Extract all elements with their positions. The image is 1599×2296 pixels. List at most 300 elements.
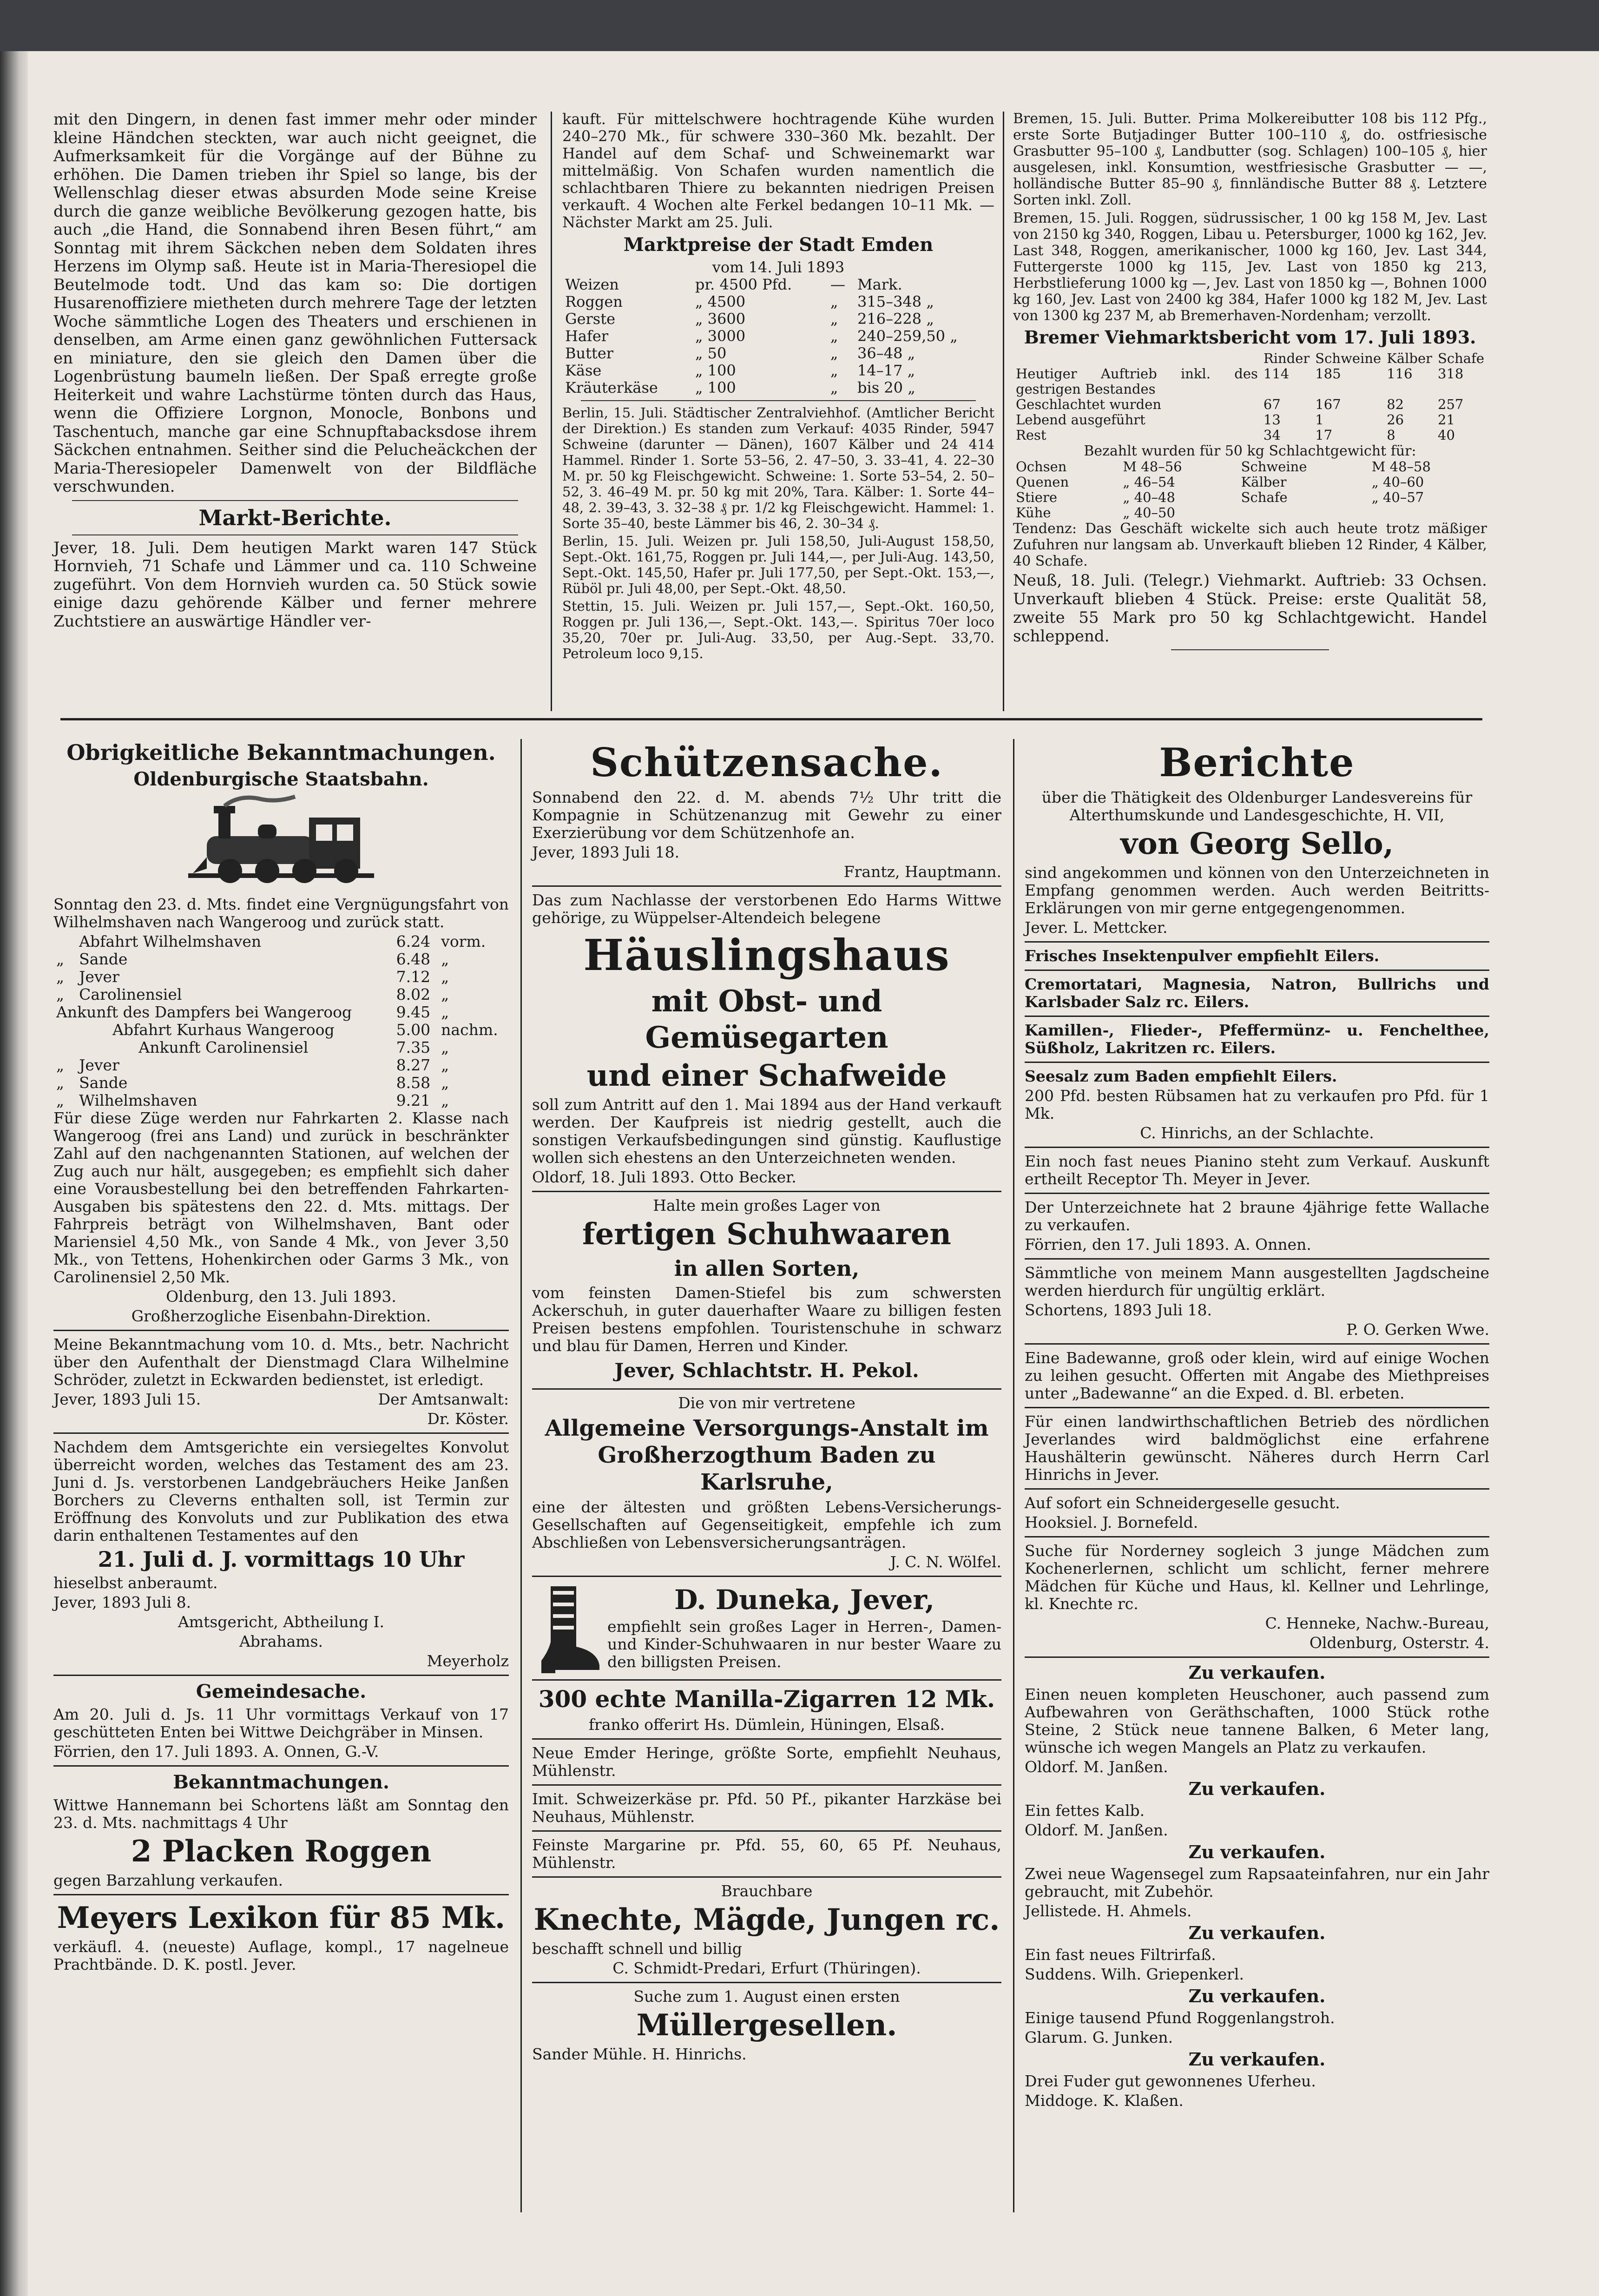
cell: „ <box>441 968 449 986</box>
divider <box>1025 1147 1489 1148</box>
column-rule <box>1013 739 1014 2212</box>
cell: 216–228 „ <box>857 310 934 328</box>
cell: „ <box>56 1056 65 1074</box>
cell: 9.45 <box>396 1003 431 1021</box>
divider <box>1025 941 1489 943</box>
cell: Heutiger Auftrieb inkl. des gestrigen Bestandes <box>1016 366 1258 397</box>
zu-verkaufen-heading: Zu verkaufen. <box>1188 1778 1326 1799</box>
wallache-sign: Förrien, den 17. Juli 1893. A. Onnen. <box>1025 1235 1311 1254</box>
cell: nachm. <box>441 1021 498 1039</box>
bremen-grain-report: Bremen, 15. Juli. Roggen, südrussischer, 1 00 kg 158 M, Jev. Last von 2150 kg 340, Roggen, Libau u. Petersburger, 1000 kg 162, Jev. Last 348, Roggen, amerikanischer, 1000 kg 160, Jev. Last 344, Futtergerste 1000 kg 115, Jev. Last von 1850 kg 213, Herbstlieferung 1000 kg —, Jev. Last von 1850 kg —, Bohnen 1000 kg 160, Jev. Last von 2400 kg 384, Hafer 1000 kg 182 M, Jev. Last von 1300 kg 237 M, ab Bremerhaven-Nordenham; verzollt. <box>1013 210 1487 324</box>
schuetzen-headline: Schützensache. <box>590 739 943 785</box>
cell: 240–259,50 „ <box>857 327 958 345</box>
vers-text: eine der ältesten und größten Lebens-Versicherungs-Gesellschaften auf Gegenseitigkeit, empfehle ich zum Abschließen von Lebensversicherungsanträgen. <box>532 1498 1001 1551</box>
table-row <box>53 968 509 986</box>
table-row <box>1013 475 1487 490</box>
divider <box>1025 1016 1489 1017</box>
cell: 36–48 „ <box>857 344 915 362</box>
cell <box>1369 505 1487 521</box>
table-row <box>53 1039 509 1056</box>
cell: „ <box>441 1038 449 1056</box>
cell: Ankunft Carolinensiel <box>138 1038 309 1056</box>
cell: „ <box>830 293 838 310</box>
table-row <box>53 1092 509 1109</box>
pianino-ad: Ein noch fast neues Pianino steht zum Verkauf. Auskunft ertheilt Receptor Th. Meyer in Jever. <box>1025 1152 1489 1188</box>
cell: Geschlachtet wurden <box>1016 396 1162 412</box>
amt-sign: Dr. Köster. <box>427 1410 509 1428</box>
schuh-sign: Jever, Schlachtstr. H. Pekol. <box>614 1359 919 1382</box>
divider <box>1025 970 1489 971</box>
konvolut-date: 21. Juli d. J. vormittags 10 Uhr <box>98 1547 465 1572</box>
divider <box>1025 1656 1489 1658</box>
cell: 8.27 <box>396 1056 431 1074</box>
cell: 318 <box>1438 366 1464 382</box>
heringe-text: Neue Emder Heringe, größte Sorte, empfiehlt Neuhaus, Mühlenstr. <box>532 1744 1001 1780</box>
kaese-text: Imit. Schweizerkäse pr. Pfd. 50 Pf., pikanter Harzkäse bei Neuhaus, Mühlenstr. <box>532 1790 1001 1826</box>
jagd-date: Schortens, 1893 Juli 18. <box>1025 1301 1212 1319</box>
cell: 17 <box>1315 427 1333 443</box>
cell: 40 <box>1438 427 1455 443</box>
divider <box>1025 1536 1489 1537</box>
badewanne-ad: Eine Badewanne, groß oder klein, wird auf einige Wochen zu leihen gesucht. Offerten mit Angabe des Miethpreises unter „Badewanne“ an die Exped. d. Bl. erbeten. <box>1025 1349 1489 1402</box>
gemeinde-sign: Förrien, den 17. Juli 1893. A. Onnen, G.-V. <box>53 1742 379 1761</box>
cell: Käse <box>565 362 602 379</box>
zigarren-headline: 300 echte Manilla-Zigarren 12 Mk. <box>538 1685 995 1713</box>
article-continuation: mit den Dingern, in denen fast immer mehr oder minder kleine Händchen steckten, war auch nicht geeignet, die Aufmerksamkeit für die Vorgänge auf der Bühne zu erhöhen. Die Damen trieben ihr Spiel so lange, bis der Wellenschlag dieser etwas absurden Mode seine Kreise durch die ganze weibliche Bevölkerung gezogen hatte, bis auch „die Hand, die Sonnabend ihren Besen führt,“ am Sonntag mit ihrem Säckchen neben dem Soldaten ihres Herzens im Olymp saß. Heute ist in Maria-Theresiopel die Beutelmode todt. Und das kam so: Die dortigen Husarenoffiziere mietheten durch mehrere Tage der letzten Woche sämmtliche Logen des Theaters und erschienen in denselben, am Arme einen ganz gewöhnlichen Futtersack en miniature, den sie gleich den Damen über die Logenbrüstung baumeln ließen. Der Spaß erregte große Heiterkeit und wahre Lachstürme tönten durch das Haus, wenn die Offiziere Lorgnon, Monocle, Bonbons und Taschentuch, manche gar eine Schnupftabacksdose ihrem Säckchen entnahmen. Seither sind die Pelucheäckchen der Maria-Theresiopeler Damenwelt von der Bildfläche verschwunden. <box>53 110 537 496</box>
schneider-sign: Hooksiel. J. Bornefeld. <box>1025 1513 1198 1531</box>
divider <box>1025 1062 1489 1063</box>
cell: Quenen <box>1016 474 1069 490</box>
cell: Kälber <box>1241 474 1287 490</box>
mueller-intro: Suche zum 1. August einen ersten <box>633 1987 900 2006</box>
cell: 315–348 „ <box>857 293 934 310</box>
haus-sign: Oldorf, 18. Juli 1893. Otto Becker. <box>532 1168 796 1186</box>
cell: „ <box>56 985 65 1003</box>
bekannt-heading: Bekanntmachungen. <box>173 1771 389 1793</box>
divider <box>1171 649 1329 650</box>
berichte-text: über die Thätigkeit des Oldenburger Landesvereins für Alterthumskunde und Landesgeschichte, H. VII, <box>1041 788 1473 824</box>
cell: Kräuterkäse <box>565 379 658 396</box>
zv2-sign: Oldorf. M. Janßen. <box>1025 1821 1168 1839</box>
table-row <box>53 1056 509 1074</box>
amt-text: Meine Bekanntmachung vom 10. d. Mts., betr. Nachricht über den Aufenthalt der Dienstmagd Clara Wilhelmine Schröder, zuletzt in Eckwarden bedienstet, ist erledigt. <box>53 1335 509 1389</box>
column-f <box>1025 737 1489 2111</box>
zv4-sign: Suddens. Wilh. Griepenkerl. <box>1025 1965 1244 1983</box>
cell: vorm. <box>441 932 486 950</box>
divider <box>53 1330 509 1331</box>
knechte-headline: Knechte, Mägde, Jungen rc. <box>533 1902 1000 1937</box>
cell: Schafe <box>1241 489 1288 505</box>
norderney-sign-2: Oldenburg, Osterstr. 4. <box>1309 1634 1489 1652</box>
cell: „ <box>441 950 449 968</box>
bahn-sign: Großherzogliche Eisenbahn-Direktion. <box>131 1307 431 1325</box>
cell: Lebend ausgeführt <box>1016 412 1145 428</box>
table-row <box>562 293 994 310</box>
knechte-text: beschafft schnell und billig <box>532 1940 742 1958</box>
zigarren-text: franko offerirt Hs. Dümlein, Hüningen, Elsaß. <box>588 1715 945 1734</box>
cell: „ 50 <box>695 344 727 362</box>
cell: „ 100 <box>695 379 736 396</box>
cell: „ 100 <box>695 362 736 379</box>
stettin-report: Stettin, 15. Juli. Weizen pr. Juli 157,—, Sept.-Okt. 160,50, Roggen pr. Juli 136,—, Sept.-Okt. 143,—. Spiritus 70er loco 35,20, 70er pr. Juli-Aug. 33,50, per Aug.-Sept. 33,70. Petroleum loco 9,15. <box>562 598 994 661</box>
cell: Ochsen <box>1016 459 1067 475</box>
zv6-text: Drei Fuder gut gewonnenes Uferheu. <box>1025 2072 1316 2090</box>
cell: „ <box>441 1056 449 1074</box>
schneider-text: Auf sofort ein Schneidergeselle gesucht. <box>1025 1494 1340 1512</box>
cell: 167 <box>1315 396 1341 412</box>
table-row <box>1013 397 1487 412</box>
cell: 257 <box>1438 396 1464 412</box>
cell: 6.24 <box>396 932 431 950</box>
divider <box>532 1576 1001 1577</box>
gemeinde-heading: Gemeindesache. <box>196 1681 367 1702</box>
ruebsamen-sign: C. Hinrichs, an der Schlachte. <box>1140 1124 1374 1142</box>
konvolut-name2: Meyerholz <box>427 1652 509 1670</box>
column-e <box>532 737 1001 2065</box>
zv3-sign: Jellistede. H. Ahmels. <box>1025 1902 1192 1920</box>
vers-headline: Allgemeine Versorgungs-Anstalt im Großherzogthum Baden zu Karlsruhe, <box>545 1415 989 1495</box>
column-a <box>53 111 537 633</box>
table-row <box>562 379 994 396</box>
divider <box>532 1982 1001 1983</box>
cell: pr. 4500 Pfd. <box>695 276 792 293</box>
berichte-text-2: sind angekommen und können von den Unterzeichneten in Empfang genommen werden. Auch werden Beitritts-Erklärungen von mir gerne entgegengenommen. <box>1025 864 1489 917</box>
table-row <box>53 950 509 968</box>
cell: 67 <box>1263 396 1281 412</box>
cell: „ <box>56 968 65 986</box>
schuetzen-text: Sonnabend den 22. d. M. abends 7½ Uhr tritt die Kompagnie in Schützenanzug mit Gewehr zu einer Exerzierübung vor dem Schützenhofe an. <box>532 788 1001 842</box>
table-row <box>562 276 994 293</box>
cell <box>1238 505 1369 521</box>
insektenpulver-ad: Frisches Insektenpulver empfiehlt Eilers. <box>1025 947 1380 965</box>
cremortatari-ad: Cremortatari, Magnesia, Natron, Bullrichs und Karlsbader Salz rc. Eilers. <box>1025 975 1489 1011</box>
duneka-headline: D. Duneka, Jever, <box>674 1584 934 1616</box>
emden-heading: Marktpreise der Stadt Emden <box>623 234 934 256</box>
table-row <box>562 328 994 345</box>
divider <box>53 1675 509 1676</box>
table-row <box>1013 490 1487 505</box>
train-schedule <box>53 933 509 1109</box>
haus-intro: Das zum Nachlasse der verstorbenen Edo Harms Wittwe gehörige, zu Wüppelser-Altendeich belegene <box>532 891 1001 927</box>
konvolut-court: Amtsgericht, Abtheilung I. <box>178 1613 385 1631</box>
divider <box>1025 1343 1489 1345</box>
cell: Kälber <box>1387 350 1433 366</box>
vieh-price-table <box>1013 459 1487 521</box>
cell: Gerste <box>565 310 616 328</box>
margarine-text: Feinste Margarine pr. Pfd. 55, 60, 65 Pf. Neuhaus, Mühlenstr. <box>532 1836 1001 1872</box>
cell: „ <box>441 985 449 1003</box>
divider <box>532 1388 1001 1390</box>
duneka-ad <box>532 1582 1001 1675</box>
cell: „ <box>830 362 838 379</box>
cell: „ 46–54 <box>1123 474 1175 490</box>
cell: Hafer <box>565 327 609 345</box>
bahn-intro: Sonntag den 23. d. Mts. findet eine Vergnügungsfahrt von Wilhelmshaven nach Wangeroog und zurück statt. <box>53 895 509 931</box>
emden-date: vom 14. Juli 1893 <box>712 258 845 276</box>
cell: „ 3000 <box>695 327 746 345</box>
zv5-sign: Glarum. G. Junken. <box>1025 2028 1173 2046</box>
cell: Schweine <box>1315 350 1382 366</box>
cell <box>1013 351 1261 366</box>
divider <box>1025 1258 1489 1260</box>
cell: „ <box>830 379 838 396</box>
column-d <box>53 737 509 1975</box>
table-row <box>53 1074 509 1092</box>
zu-verkaufen-heading: Zu verkaufen. <box>1188 1662 1326 1683</box>
divider <box>532 1191 1001 1192</box>
cell: Ankunft des Dampfers bei Wangeroog <box>56 1003 352 1021</box>
obrigkeit-heading: Obrigkeitliche Bekanntmachungen. <box>66 740 496 765</box>
cell: 8 <box>1387 427 1395 443</box>
berichte-author: von Georg Sello, <box>1120 826 1394 861</box>
cell: Jever <box>79 1056 119 1074</box>
schuh-text: vom feinsten Damen-Stiefel bis zum schwersten Ackerschuh, in guter dauerhafter Waare zu billigen festen Preisen bestens empfohlen. Touristenschuhe in schwarz und blau für Damen, Herren und Kinder. <box>532 1284 1001 1355</box>
norderney-text: Suche für Norderney sogleich 3 junge Mädchen zum Kochenerlernen, schlicht um schlicht, ferner mehrere Mädchen für Küche und Haus, kl. Kellner und Lehrlinge, kl. Knechte rc. <box>1025 1542 1489 1613</box>
bahn-date: Oldenburg, den 13. Juli 1893. <box>166 1287 396 1306</box>
cell: bis 20 „ <box>857 379 915 396</box>
knechte-intro: Brauchbare <box>721 1882 813 1900</box>
divider <box>53 1765 509 1767</box>
divider <box>581 400 976 401</box>
cell: 8.58 <box>396 1074 431 1092</box>
market-continuation: kauft. Für mittelschwere hochtragende Kühe wurden 240–270 Mk., für schwere 330–360 Mk. bezahlt. Der Handel auf dem Schaf- und Schweinemarkt war mittelmäßig. Von Schafen wurden namentlich die schlachtbaren Thiere zu bekannten niedrigen Preisen verkauft. 4 Wochen alte Ferkel bedangen 10–11 Mk. — Nächster Markt am 25. Juli. <box>562 110 994 231</box>
markt-heading: Markt-Berichte. <box>198 505 392 530</box>
vieh-heading: Bremer Viehmarktsbericht vom 17. Juli 1893. <box>1024 327 1476 348</box>
konvolut-name: Abrahams. <box>239 1632 323 1650</box>
emden-price-table <box>562 276 994 396</box>
divider <box>532 1738 1001 1740</box>
table-row <box>1013 412 1487 428</box>
divider <box>1025 1193 1489 1194</box>
norderney-sign: C. Henneke, Nachw.-Bureau, <box>1265 1614 1489 1632</box>
ruebsamen-text: 200 Pfd. besten Rübsamen hat zu verkaufen pro Pfd. für 1 Mk. <box>1025 1087 1489 1122</box>
locomotive-icon <box>179 794 383 892</box>
divider <box>532 1876 1001 1878</box>
cell: 1 <box>1315 412 1324 428</box>
divider <box>532 1679 1001 1681</box>
divider <box>532 1830 1001 1832</box>
cell: 116 <box>1387 366 1413 382</box>
cell: „ 40–57 <box>1371 489 1424 505</box>
cell: M 48–56 <box>1123 459 1182 475</box>
column-rule <box>520 739 522 2212</box>
cell: „ <box>56 950 65 968</box>
cell: „ 40–48 <box>1123 489 1175 505</box>
roggen-headline: 2 Placken Roggen <box>131 1834 432 1869</box>
cell: Weizen <box>565 276 619 293</box>
meyers-text: verkäufl. 4. (neueste) Auflage, kompl., 17 nagelneue Prachtbände. D. K. postl. Jever. <box>53 1938 509 1973</box>
divider <box>53 1894 509 1895</box>
table-row <box>562 345 994 362</box>
cell: Schafe <box>1438 350 1484 366</box>
cell: „ 3600 <box>695 310 746 328</box>
table-row <box>562 362 994 379</box>
zv4-text: Ein fast neues Filtrirfaß. <box>1025 1946 1216 1964</box>
table-row <box>1013 428 1487 443</box>
kamillen-ad: Kamillen-, Flieder-, Pfeffermünz- u. Fenchelthee, Süßholz, Lakritzen rc. Eilers. <box>1025 1021 1489 1057</box>
mueller-sign: Sander Mühle. H. Hinrichs. <box>532 2045 747 2063</box>
zu-verkaufen-heading: Zu verkaufen. <box>1188 1986 1326 2006</box>
tendenz-text: Tendenz: Das Geschäft wickelte sich auch heute trotz mäßiger Zufuhren nur langsam ab. Unverkauft blieben 12 Rinder, 4 Kälber, 40 Schafe. <box>1013 521 1487 569</box>
cell: Kühe <box>1016 505 1051 521</box>
cell: 114 <box>1263 366 1290 382</box>
vieh-table <box>1013 351 1487 443</box>
zv3-text: Zwei neue Wagensegel zum Rapsaateinfahren, nur ein Jahr gebraucht, mit Zubehör. <box>1025 1865 1489 1900</box>
table-row <box>53 933 509 950</box>
cell: 21 <box>1438 412 1455 428</box>
cell: Butter <box>565 344 614 362</box>
column-rule <box>1003 112 1004 711</box>
schuetzen-sign: Frantz, Hauptmann. <box>843 863 1001 881</box>
book-spine <box>0 51 28 2296</box>
cell: Jever <box>79 968 119 986</box>
berlin-cattle-report: Berlin, 15. Juli. Städtischer Zentralviehhof. (Amtlicher Bericht der Direktion.) Es standen zum Verkauf: 4035 Rinder, 5947 Schweine (darunter — Dänen), 1607 Kälber und 24 414 Hammel. Rinder 1. Sorte 53–56, 2. 47–50, 3. 33–41, 4. 22–30 M. pr. 50 kg Fleischgewicht. Schweine: 1. Sorte 53–54, 2. 50–52, 3. 46–49 M. pr. 50 kg mit 20%, Tara. Kälber: 1. Sorte 44–48, 2. 39–43, 3. 32–38 ₰ pr. 1/2 kg Fleischgewicht. Hammel: 1. Sorte 35–40, beste Lämmer bis 46, 2. 30–34 ₰. <box>562 405 994 531</box>
cell: 7.12 <box>396 968 431 986</box>
cell: 5.00 <box>396 1021 431 1039</box>
cell: 9.21 <box>396 1091 431 1109</box>
konvolut-place: Jever, 1893 Juli 8. <box>53 1593 191 1611</box>
table-row <box>1013 366 1487 397</box>
staatsbahn-heading: Oldenburgische Staatsbahn. <box>133 768 429 790</box>
konvolut-after: hieselbst anberaumt. <box>53 1574 218 1592</box>
signatory: Der Amtsanwalt: <box>378 1390 509 1408</box>
cell: „ <box>830 344 838 362</box>
jagd-text: Sämmtliche von meinem Mann ausgestellten Jagdscheine werden hierdurch für ungültig erklärt. <box>1025 1264 1489 1300</box>
table-row <box>562 310 994 328</box>
zv1-sign: Oldorf. M. Janßen. <box>1025 1758 1168 1776</box>
divider <box>532 885 1001 887</box>
vers-sign: J. C. N. Wölfel. <box>890 1553 1001 1571</box>
section-rule <box>60 718 1482 720</box>
boot-icon <box>532 1582 602 1675</box>
cell: „ 4500 <box>695 293 746 310</box>
cell: „ <box>830 327 838 345</box>
table-row <box>53 1003 509 1021</box>
cell: Abfahrt Wilhelmshaven <box>79 932 262 950</box>
cell: „ <box>56 1074 65 1092</box>
bekannt-after: gegen Barzahlung verkaufen. <box>53 1871 283 1889</box>
wallache-text: Der Unterzeichnete hat 2 braune 4jährige fette Wallache zu verkaufen. <box>1025 1198 1489 1234</box>
cell: 7.35 <box>396 1038 431 1056</box>
cell: Schweine <box>1241 459 1307 475</box>
table-row <box>53 986 509 1003</box>
vers-intro: Die von mir vertretene <box>678 1394 855 1412</box>
cell: Sande <box>79 950 128 968</box>
zv2-text: Ein fettes Kalb. <box>1025 1801 1145 1820</box>
divider <box>53 1432 509 1434</box>
cell: 185 <box>1315 366 1341 382</box>
knechte-sign: C. Schmidt-Predari, Erfurt (Thüringen). <box>612 1959 921 1977</box>
cell: Abfahrt Kurhaus Wangeroog <box>112 1021 335 1039</box>
haus-headline-3: und einer Schafweide <box>586 1058 947 1093</box>
neuss-report: Neuß, 18. Juli. (Telegr.) Viehmarkt. Auftrieb: 33 Ochsen. Unverkauft blieben 4 Stück. Preise: erste Qualität 58, zweite 55 Mark pro 50 kg Schlachtgewicht. Handel schleppend. <box>1013 571 1487 646</box>
haushaelterin-ad: Für einen landwirthschaftlichen Betrieb des nördlichen Jeverlandes wird baldmöglichst eine erfahrene Haushälterin gewünscht. Näheres durch Herrn Carl Hinrichs in Jever. <box>1025 1412 1489 1484</box>
haus-headline: Häuslingshaus <box>583 930 950 980</box>
cell: 8.02 <box>396 985 431 1003</box>
berlin-grain-report: Berlin, 15. Juli. Weizen pr. Juli 158,50, Juli-August 158,50, Sept.-Okt. 161,75, Roggen pr. Juli 144,—, per Juli-Aug. 143,50, Sept.-Okt. 145,50, Hafer pr. Juli 177,50, per Sept.-Okt. 153,—, Rüböl pr. Juli 48,00, per Sept.-Okt. 48,50. <box>562 533 994 596</box>
cell: 82 <box>1387 396 1404 412</box>
haus-text: soll zum Antritt auf den 1. Mai 1894 aus der Hand verkauft werden. Der Kaufpreis ist niedrig gestellt, auch die sonstigen Verkaufsbedingungen sind günstig. Kauflustige wollen sich ehestens an den Unterzeichneten wenden. <box>532 1095 1001 1167</box>
table-row <box>53 1021 509 1039</box>
zu-verkaufen-heading: Zu verkaufen. <box>1188 1841 1326 1862</box>
cell: 13 <box>1263 412 1281 428</box>
bremen-butter-report: Bremen, 15. Juli. Butter. Prima Molkereibutter 108 bis 112 Pfg., erste Sorte Butjadinger Butter 100–110 ₰, do. ostfriesische Grasbutter 95–100 ₰, Landbutter (sog. Schlagen) 100–105 ₰, hier ausgelesen, inkl. Konsumtion, westfriesische Grasbutter — —, holländische Butter 85–90 ₰, finnländische Butter 88 ₰. Letztere Sorten inkl. Zoll. <box>1013 111 1487 208</box>
cell: 34 <box>1263 427 1281 443</box>
haus-headline-2: mit Obst- und Gemüsegarten <box>645 984 888 1055</box>
divider <box>1025 1488 1489 1490</box>
date: Jever, 1893 Juli 15. <box>53 1390 201 1408</box>
meyers-headline: Meyers Lexikon für 85 Mk. <box>57 1900 506 1935</box>
column-b <box>562 111 994 663</box>
cell: 6.48 <box>396 950 431 968</box>
bahn-text: Für diese Züge werden nur Fahrkarten 2. Klasse nach Wangeroog (frei ans Land) und zurück in beschränkter Zahl auf den nachgenannten Stationen, auf welchen der Zug auch nur hält, ausgegeben; es empfiehlt sich daher eine Vorausbestellung bei den betreffenden Fahrkarten-Ausgaben bis spätestens den 22. d. Mts. mittags. Der Fahrpreis beträgt von Wilhelmshaven, Bant oder Mariensiel 4,50 Mk., von Sande 4 Mk., von Jever 3,50 Mk., von Tettens, Hohenkirchen oder Garms 3 Mk., von Carolinensiel 2,50 Mk. <box>53 1109 509 1286</box>
cell: „ 40–50 <box>1123 505 1175 521</box>
zu-verkaufen-heading: Zu verkaufen. <box>1188 2049 1326 2070</box>
cell: Stiere <box>1016 489 1057 505</box>
zv5-text: Einige tausend Pfund Roggenlangstroh. <box>1025 2009 1335 2027</box>
column-rule <box>551 112 552 711</box>
duneka-text: empfiehlt sein großes Lager in Herren-, Damen- und Kinder-Schuhwaaren in nur bester Waare zu den billigsten Preisen. <box>607 1617 1001 1671</box>
cell: „ <box>441 1091 449 1109</box>
cell: Rest <box>1016 427 1046 443</box>
jagd-sign: P. O. Gerken Wwe. <box>1346 1320 1489 1339</box>
cell: „ 40–60 <box>1371 474 1424 490</box>
divider <box>72 534 518 535</box>
cell: Rinder <box>1263 350 1310 366</box>
table-row <box>1013 505 1487 521</box>
bekannt-text: Wittwe Hannemann bei Schortens läßt am Sonntag den 23. d. Mts. nachmittags 4 Uhr <box>53 1796 509 1832</box>
cell: Mark. <box>857 276 902 293</box>
cell: Wilhelmshaven <box>79 1091 197 1109</box>
cell: 26 <box>1387 412 1404 428</box>
cell: 14–17 „ <box>857 362 915 379</box>
cell <box>53 933 76 950</box>
berichte-headline: Berichte <box>1159 739 1355 785</box>
zv1-text: Einen neuen kompleten Heuschoner, auch passend zum Aufbewahren von Geräthschaften, 1000 Stück rothe Steine, 2 Stück neue tannene Balken, 6 Meter lang, wünsche ich wegen Mangels an Platz zu verkaufen. <box>1025 1685 1489 1756</box>
berichte-sign: Jever. L. Mettcker. <box>1025 918 1168 937</box>
zu-verkaufen-heading: Zu verkaufen. <box>1188 1922 1326 1943</box>
cell: „ <box>441 1074 449 1092</box>
cell: Carolinensiel <box>79 985 182 1003</box>
gemeinde-text: Am 20. Juli d. Js. 11 Uhr vormittags Verkauf von 17 geschütteten Enten bei Wittwe Deichgräber in Minsen. <box>53 1705 509 1741</box>
vieh-note: Bezahlt wurden für 50 kg Schlachtgewicht für: <box>1084 443 1416 459</box>
duneka-body <box>602 1582 1001 1673</box>
cell: „ <box>441 1003 449 1021</box>
divider <box>532 1784 1001 1786</box>
konvolut-text: Nachdem dem Amtsgerichte ein versiegeltes Konvolut überreicht worden, welches das Testament des am 23. Juni d. Js. verstorbenen Landgebräuchers Heike Janßen Borchers zu Cleverns enthalten soll, ist Termin zur Eröffnung des Konvoluts und zur Publikation des etwa darin enthaltenen Testamentes auf den <box>53 1438 509 1544</box>
schuh-headline: fertigen Schuhwaaren <box>582 1217 951 1252</box>
schuh-intro: Halte mein großes Lager von <box>653 1196 881 1214</box>
cell: M 48–58 <box>1371 459 1431 475</box>
cell: Sande <box>79 1074 128 1092</box>
cell: — <box>830 276 845 293</box>
zv6-sign: Middoge. K. Klaßen. <box>1025 2091 1184 2110</box>
amt-date <box>53 1391 509 1408</box>
schuh-sub: in allen Sorten, <box>674 1256 860 1281</box>
column-c <box>1013 111 1487 654</box>
schuetzen-date: Jever, 1893 Juli 18. <box>532 843 680 861</box>
cell: Roggen <box>565 293 623 310</box>
table-header <box>1013 351 1487 366</box>
jever-market-report: Jever, 18. Juli. Dem heutigen Markt waren 147 Stück Hornvieh, 71 Schafe und Lämmer und ca. 110 Schweine zugeführt. Von dem Hornvieh wurden ca. 50 Stück sowie einige dazu gehörende Kälber und ferner mehrere Zuchtstiere an auswärtige Händler ver- <box>53 538 537 631</box>
cell: „ <box>830 310 838 328</box>
divider <box>72 500 518 501</box>
mueller-headline: Müllergesellen. <box>636 2008 897 2043</box>
table-row <box>1013 459 1487 475</box>
cell: „ <box>56 1091 65 1109</box>
divider <box>1025 1407 1489 1408</box>
seesalz-ad: Seesalz zum Baden empfiehlt Eilers. <box>1025 1067 1337 1085</box>
